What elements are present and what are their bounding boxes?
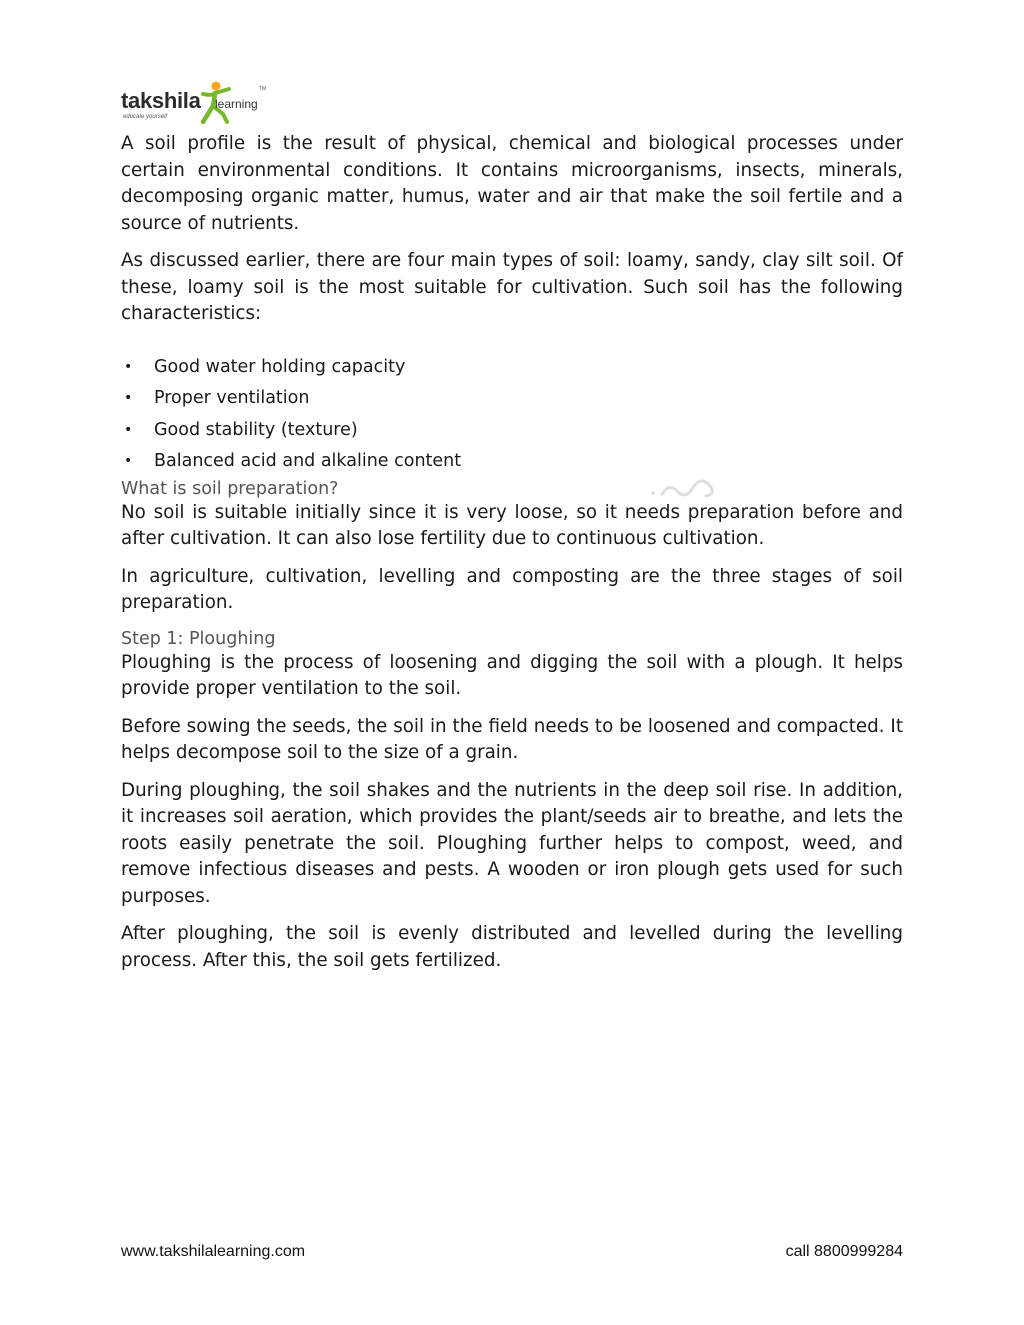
paragraph-three-stages: In agriculture, cultivation, levelling and composting are the three stages of soil preparation. bbox=[121, 565, 903, 613]
paragraph-ploughing-definition: Ploughing is the process of loosening and digging the soil with a plough. It helps provide proper ventilation to the soil. bbox=[121, 651, 903, 699]
footer-phone: call 8800999284 bbox=[785, 1243, 903, 1260]
bullet-icon: • bbox=[124, 358, 133, 375]
paragraph-after-ploughing: After ploughing, the soil is evenly distributed and levelled during the levelling process. After this, the soil gets fertilized. bbox=[121, 923, 903, 971]
footer-website: www.takshilalearning.com bbox=[121, 1243, 306, 1260]
paragraph-during-ploughing: During ploughing, the soil shakes and the nutrients in the deep soil rise. In addition, it increases soil aeration, which provides the plant/seeds air to breathe, and lets the roots easily penetrate the soil. Ploughing further helps to compost, weed, and remove infectious diseases and pests. A wooden or iron plough gets used for such purposes. bbox=[121, 779, 903, 907]
paragraph-before-sowing: Before sowing the seeds, the soil in the field needs to be loosened and compacted. It helps decompose soil to the size of a grain. bbox=[121, 715, 903, 763]
takshila-logo bbox=[121, 78, 271, 128]
bullet-icon: • bbox=[124, 390, 133, 406]
paragraph-soil-types: As discussed earlier, there are four main types of soil: loamy, sandy, clay silt soil. Of these, loamy soil is the most suitable for cultivation. Such soil has the following characteristics: bbox=[121, 250, 903, 324]
list-item: • Proper ventilation bbox=[121, 383, 903, 415]
bullet-icon: • bbox=[124, 453, 133, 469]
scan-artifact-mark bbox=[648, 476, 724, 502]
list-item: • Balanced acid and alkaline content bbox=[121, 446, 903, 478]
logo-tagline: educate yourself bbox=[123, 114, 168, 120]
logo-trademark: TM bbox=[259, 86, 267, 92]
document-body bbox=[121, 131, 903, 985]
list-item: • Good water holding capacity bbox=[121, 352, 903, 384]
paragraph-soil-profile: A soil profile is the result of physical, chemical and biological processes under certain environmental conditions. It contains microorganisms, insects, minerals, decomposing organic matter, humus, water and air that make the soil fertile and a source of nutrients. bbox=[121, 133, 903, 234]
loamy-characteristics-list bbox=[121, 352, 903, 478]
heading-what-is-soil-preparation: What is soil preparation? bbox=[121, 478, 339, 499]
logo-wordmark: takshila bbox=[121, 88, 201, 113]
bullet-icon: • bbox=[124, 421, 133, 438]
paragraph-no-soil-suitable: No soil is suitable initially since it is very loose, so it needs preparation before and after cultivation. It can also lose fertility due to continuous cultivation. bbox=[121, 501, 903, 549]
heading-step-1-ploughing: Step 1: Ploughing bbox=[121, 628, 276, 649]
list-item: • Good stability (texture) bbox=[121, 415, 903, 447]
logo-suffix: learning bbox=[215, 97, 258, 111]
